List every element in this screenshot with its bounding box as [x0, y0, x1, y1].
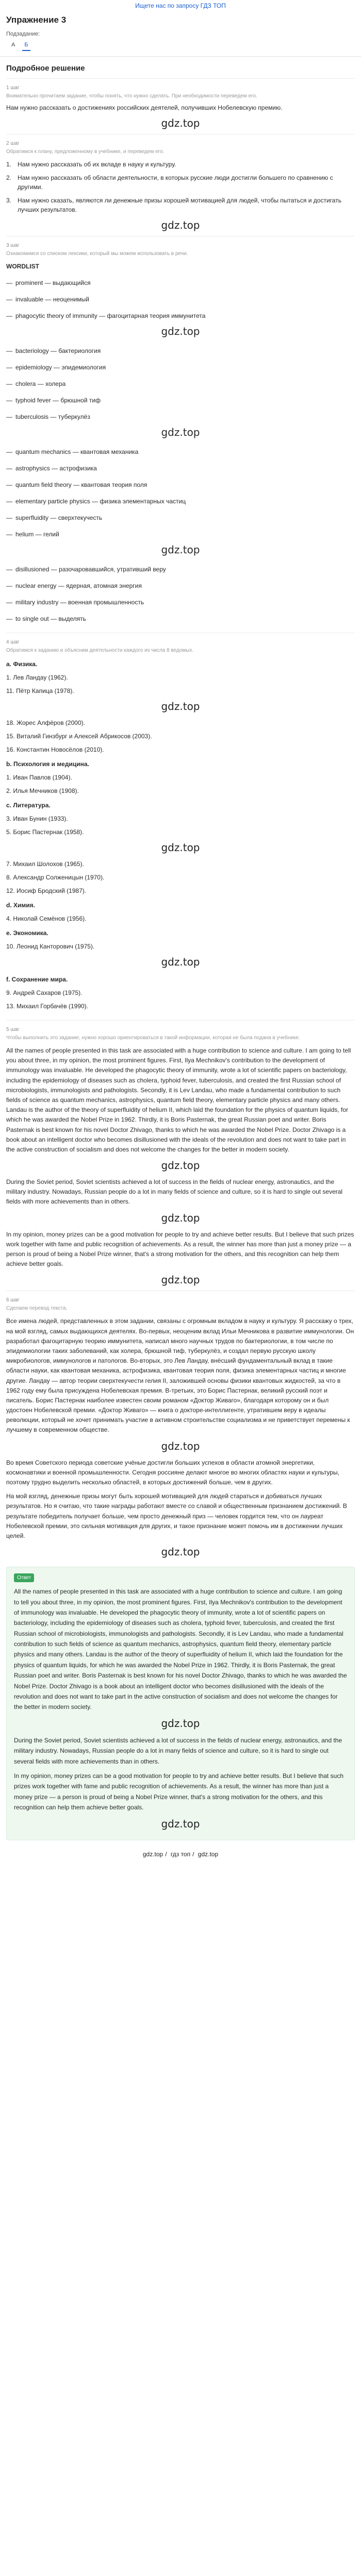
watermark: gdz.top — [161, 117, 200, 129]
page-title: Упражнение 3 — [6, 15, 67, 25]
watermark: gdz.top — [161, 700, 200, 713]
list-item: 2. Нам нужно рассказать об области деятельности, в которых русские люди достигли большего по сравнению с другими. — [6, 174, 333, 191]
answer-paragraph: During the Soviet period, Soviet scientists achieved a lot of success in the fields of nuclear energy, astronautics, and the military industry. Nowadays, Russian people do a lot in many fields of science and culture, so it is hard to single out several fields with more achievements than in others. — [14, 1736, 342, 1765]
watermark: gdz.top — [161, 1439, 200, 1452]
step-6 — [6, 1291, 355, 1560]
category-title: c. Литература. — [6, 802, 51, 809]
list-item: 7. Михаил Шолохов (1965). — [6, 860, 84, 868]
list-item: — helium — гелий — [6, 531, 59, 538]
divider — [0, 56, 361, 57]
category-title: a. Физика. — [6, 660, 38, 668]
step-hint: Обратимся к заданию и объясним деятельности каждого из числа 8 ведомых. — [6, 648, 194, 653]
category-title: f. Сохранение мира. — [6, 976, 68, 983]
answer-box — [6, 1567, 355, 1840]
subtask-tab-b[interactable]: Б — [22, 40, 30, 51]
list-item: 1. Нам нужно рассказать об их вкладе в науку и культуру. — [6, 161, 176, 168]
list-item: 3. Нам нужно сказать, являются ли денежные призы хорошей мотивацией для людей, чтобы пытаться и достигать лучших результатов. — [6, 197, 341, 213]
list-item: — phagocytic theory of immunity — фагоцитарная теория иммунитета — [6, 312, 206, 319]
list-item: — nuclear energy — ядерная, атомная энергия — [6, 582, 142, 589]
list-item: — military industry — военная промышленность — [6, 599, 144, 606]
step-3 — [6, 236, 355, 633]
step-label: 5 шаг — [6, 1027, 20, 1032]
category-title: b. Психология и медицина. — [6, 760, 89, 768]
list-item: 1. Иван Павлов (1904). — [6, 774, 72, 781]
essay-paragraph: Во время Советского периода советские учёные достигли больших успехов в области атомной энергетики, космонавтики и военной промышленности. Сегодня россияне делают многое во многих областях науки и культуры, поэтому трудно выделить несколько областей, в которых достижений больше, чем в других. — [6, 1459, 339, 1486]
list-item: — quantum field theory — квантовая теория поля — [6, 481, 147, 488]
step-hint: Сделаем перевод текста. — [6, 1306, 68, 1312]
list-item: — tuberculosis — туберкулёз — [6, 413, 90, 420]
list-item: 2. Илья Мечников (1908). — [6, 787, 79, 794]
list-item: 15. Виталий Гинзбург и Алексей Абрикосов (2003). — [6, 733, 152, 740]
step-5 — [6, 1020, 355, 1287]
essay-paragraph: In my opinion, money prizes can be a good motivation for people to try and achieve better results. But I believe that such prizes work together with fame and public recognition of achievements. As a result, the winner has more than just a money prize — a person is proud of being a Nobel Prize winner, that's a strong motivation for the others, and this recognition can help them achieve better goals. — [6, 1230, 354, 1268]
footer-link[interactable]: gdz.top — [142, 1850, 163, 1858]
list-item: 9. Андрей Сахаров (1975). — [6, 989, 83, 996]
watermark: gdz.top — [161, 956, 200, 968]
plan-list — [6, 160, 355, 214]
list-item: 5. Борис Пастернак (1958). — [6, 828, 84, 836]
step-label: 3 шаг — [6, 243, 20, 248]
list-item: — bacteriology — бактериология — [6, 347, 101, 354]
list-item: — superfluidity — сверхтекучесть — [6, 514, 103, 521]
list-item: 13. Михаил Горбачёв (1990). — [6, 1003, 88, 1010]
footer-links: gdz.top / гдз топ / gdz.top — [142, 1850, 219, 1858]
list-item: — elementary particle physics — физика элементарных частиц — [6, 498, 186, 505]
watermark: gdz.top — [161, 1717, 200, 1730]
list-item: — to single out — выделять — [6, 615, 86, 622]
step-hint: Обратимся к плану, предложенному в учебнике, и переведем его. — [6, 149, 165, 155]
wordlist-heading: WORDLIST — [6, 263, 39, 270]
list-item: 18. Жорес Алфёров (2000). — [6, 719, 85, 726]
watermark: gdz.top — [161, 1274, 200, 1286]
step-1 — [6, 78, 355, 131]
list-item: — invaluable — неоценимый — [6, 296, 90, 303]
answer-paragraph: All the names of people presented in this task are associated with a huge contribution to science and culture. I am going to tell you about three, in my opinion, the most prominent figures. First, Ilya Mechnikov's contribution to the development of immunology was invaluable. He developed the phagocytic theory of immunity, wrote a lot of scientific papers on bacteriology, including the epidemiology of diseases such as cholera, typhoid fever, tuberculosis, and created the first Russian school of microbiologists, immunologists and pathologists. Secondly, it is Lev Landau, who made a fundamental contribution to such fields of science as quantum mechanics, astrophysics, quantum field theory, elementary particle physics and many others. Landau is the author of the theory of superfluidity of helium II, which laid the foundation for the physics of quantum liquids, for which he was awarded the Nobel Prize in 1962. Thirdly, it is Boris Pasternak, the great Russian poet and writer. Boris Pasternak is best known for his novel Doctor Zhivago, thanks to which he was awarded the Nobel Prize. Doctor Zhivago is a book about an intelligent doctor who becomes disillusioned with the ideals of the revolution and does not want to take part in the active construction of socialism and does not welcome the changes for the better in modern society. — [14, 1588, 347, 1711]
list-item: 4. Николай Семёнов (1956). — [6, 915, 87, 922]
list-item: — prominent — выдающийся — [6, 279, 91, 286]
watermark: gdz.top — [161, 325, 200, 337]
list-item: — cholera — холера — [6, 380, 66, 387]
list-item: 12. Иосиф Бродский (1987). — [6, 887, 87, 894]
step-4 — [6, 633, 355, 1020]
list-item: 8. Александр Солженицын (1970). — [6, 874, 105, 881]
list-item: — quantum mechanics — квантовая механика — [6, 448, 139, 455]
list-item: — typhoid fever — брюшной тиф — [6, 397, 101, 404]
watermark: gdz.top — [161, 1546, 200, 1558]
essay-paragraph: Все имена людей, представленных в этом задании, связаны с огромным вкладом в науку и культуру. Я расскажу о трех, на мой взгляд, самых выдающихся деятелях. Во-первых, неоценим вклад Ильи Мечникова в развитие иммунологии. Он разработал фагоцитарную теорию иммунитета, написал много научных трудов по бактериологии, в том числе по эпидемиологии таких заболеваний, как холера, брюшной тиф, туберкулёз, и создал первую русскую школу микробиологов, иммунологов и патологов. Во-вторых, это Лев Ландау, внёсший фундаментальный вклад в такие области науки, как квантовая механика, астрофизика, квантовая теория поля, физика элементарных частиц и многие другие. Ландау — автор теории сверхтекучести гелия II, заложившей основы физики квантовых жидкостей, за что в 1962 году ему была присуждена Нобелевская премия. В-третьих, это Борис Пастернак, великий русский поэт и писатель. Борис Пастернак наиболее известен своим романом «Доктор Живаго», благодаря которому он и был удостоен Нобелевской премии. «Доктор Живаго» — книга о докторе-интеллигенте, утратившем веру в идеалы революции, который не хочет принимать участие в активном строительстве социализма и не приветствует перемены к лучшему в современном обществе. — [6, 1317, 354, 1434]
category-title: d. Химия. — [6, 902, 35, 909]
watermark: gdz.top — [161, 426, 200, 438]
list-item: — disillusioned — разочаровавшийся, утративший веру — [6, 566, 166, 573]
step-hint: Чтобы выполнить это задание, нужно хорошо ориентироваться в такой информации, которая не была подана в учебнике. — [6, 1035, 300, 1041]
list-item: 11. Пётр Капица (1978). — [6, 687, 74, 694]
step-text: Нам нужно рассказать о достижениях российских деятелей, получивших Нобелевскую премию. — [6, 104, 283, 111]
step-hint: Ознакомимся со списком лексики, который мы можем использовать в речи. — [6, 251, 188, 257]
footer-link[interactable]: gdz.top — [198, 1850, 219, 1858]
list-item: 16. Константин Новосёлов (2010). — [6, 746, 104, 753]
list-item: 1. Лев Ландау (1962). — [6, 674, 68, 681]
list-item: 3. Иван Бунин (1933). — [6, 815, 68, 822]
watermark: gdz.top — [161, 841, 200, 854]
watermark: gdz.top — [161, 1817, 200, 1830]
step-2 — [6, 134, 355, 233]
step-label: 4 шаг — [6, 639, 20, 645]
step-label: 1 шаг — [6, 85, 20, 91]
list-item: 10. Леонид Канторович (1975). — [6, 943, 95, 950]
watermark: gdz.top — [161, 219, 200, 231]
subtask-tab-a[interactable]: A — [11, 42, 15, 48]
top-link[interactable]: Ищете нас по запросу ГДЗ ТОП — [135, 2, 226, 9]
step-label: 6 шаг — [6, 1297, 20, 1303]
footer-link[interactable]: гдз топ — [170, 1850, 191, 1858]
answer-paragraph: In my opinion, money prizes can be a good motivation for people to try and achieve better results. But I believe that such prizes work together with fame and public recognition of achievements. As a result, the winner has more than just a money prize — a person is proud of being a Nobel Prize winner, that's a strong motivation for the others, and this recognition can help them achieve better goals. — [14, 1772, 344, 1811]
category-title: e. Экономика. — [6, 929, 48, 937]
watermark: gdz.top — [161, 544, 200, 556]
exercise-header — [0, 13, 361, 51]
watermark: gdz.top — [161, 1159, 200, 1172]
essay-paragraph: All the names of people presented in this task are associated with a huge contribution to science and culture. I am going to tell you about three, in my opinion, the most prominent figures. First, Ilya Mechnikov's contribution to the development of immunology was invaluable. He developed the phagocytic theory of immunity, wrote a lot of scientific papers on bacteriology, including the epidemiology of diseases such as cholera, typhoid fever, tuberculosis, and created the first Russian school of microbiologists, immunologists and pathologists. Secondly, it is Lev Landau, who made a fundamental contribution to such fields of science as quantum mechanics, astrophysics, quantum field theory, elementary particle physics and many others. Landau is the author of the theory of superfluidity of helium II, which laid the foundation for the physics of quantum liquids, for which he was awarded the Nobel Prize in 1962. Thirdly, it is Boris Pasternak, the great Russian poet and writer. Boris Pasternak is best known for his novel Doctor Zhivago, thanks to which he was awarded the Nobel Prize. Doctor Zhivago is a book about an intelligent doctor who becomes disillusioned with the ideals of the revolution and does not want to take part in the active construction of socialism and does not welcome the changes for the better in modern society. — [6, 1047, 351, 1153]
essay-paragraph: During the Soviet period, Soviet scientists achieved a lot of success in the fields of nuclear energy, astronautics, and the military industry. Nowadays, Russian people do a lot in many fields of science and culture, so it is hard to single out several fields with more achievements than in others. — [6, 1178, 343, 1206]
solution-title: Подробное решение — [6, 63, 85, 73]
subtask-label: Подзадание: — [6, 30, 40, 37]
essay-paragraph: На мой взгляд, денежные призы могут быть хорошей мотивацией для людей стараться и добиваться лучших результатов. Но я считаю, что такие награды работают вместе со славой и общественным признанием достижений. В результате победитель получает больше, чем просто денежный приз — человек гордится тем, что он лауреат Нобелевской премии, это сильная мотивация для других, и такое признание может помочь им в достижении лучших целей. — [6, 1493, 347, 1539]
watermark: gdz.top — [161, 1211, 200, 1224]
step-label: 2 шаг — [6, 141, 20, 146]
subtask-pager — [6, 40, 355, 51]
list-item: — epidemiology — эпидемиология — [6, 364, 106, 371]
answer-badge: Ответ — [14, 1573, 34, 1582]
step-hint: Внимательно прочитаем задание, чтобы понять, что нужно сделать. При необходимости переведем его. — [6, 93, 257, 99]
list-item: — astrophysics — астрофизика — [6, 465, 97, 472]
